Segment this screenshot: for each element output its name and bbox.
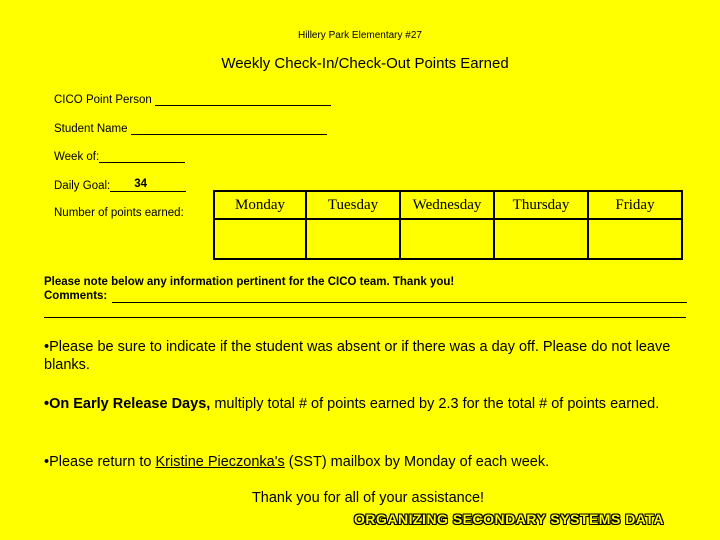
comments-label: Comments: <box>44 290 108 302</box>
day-header-monday: Monday <box>214 191 306 219</box>
day-header-wednesday: Wednesday <box>400 191 494 219</box>
points-cell-monday[interactable] <box>214 219 306 259</box>
day-header-thursday: Thursday <box>494 191 588 219</box>
daily-goal-field <box>54 178 186 192</box>
week-of-field <box>54 150 185 163</box>
week-of-label: Week of: <box>54 151 100 163</box>
bullet-return-pre: •Please return to <box>44 454 156 470</box>
points-cell-thursday[interactable] <box>494 219 588 259</box>
daily-goal-value: 34 <box>134 178 148 190</box>
cico-point-person-label: CICO Point Person <box>54 94 152 106</box>
note-text: Please note below any information pertinent for the CICO team. Thank you! <box>44 276 455 288</box>
bullet-early-release-text: multiply total # of points earned by 2.3 for the total # of points earned. <box>210 396 660 412</box>
footer-banner: ORGANIZING SECONDARY SYSTEMS DATA <box>354 511 665 527</box>
week-of-line[interactable] <box>99 150 185 163</box>
daily-goal-value-line[interactable] <box>110 178 186 192</box>
points-earned-label: Number of points earned: <box>54 207 184 219</box>
student-name-label: Student Name <box>54 123 128 135</box>
day-header-tuesday: Tuesday <box>306 191 400 219</box>
cico-point-person-line[interactable] <box>155 93 331 106</box>
bullet-absent: •Please be sure to indicate if the student was absent or if there was a day off. Please do not leave blanks. <box>44 339 671 373</box>
school-name: Hillery Park Elementary #27 <box>298 30 422 41</box>
thanks-text: Thank you for all of your assistance! <box>251 490 485 506</box>
bullet-early-release-bold: •On Early Release Days, <box>44 396 211 412</box>
comments-line-1[interactable] <box>112 302 687 303</box>
student-name-line[interactable] <box>131 122 327 135</box>
day-header-friday: Friday <box>588 191 682 219</box>
bullet-early-release <box>44 395 684 413</box>
bullet-return-post: (SST) mailbox by Monday of each week. <box>284 454 550 470</box>
form-title: Weekly Check-In/Check-Out Points Earned <box>221 55 509 72</box>
points-cell-tuesday[interactable] <box>306 219 400 259</box>
bullet-return <box>44 453 684 471</box>
daily-goal-label: Daily Goal: <box>54 180 111 192</box>
comments-line-2[interactable] <box>44 317 686 318</box>
points-table <box>213 190 683 260</box>
contact-name: Kristine Pieczonka's <box>155 454 285 470</box>
points-cell-wednesday[interactable] <box>400 219 494 259</box>
points-cell-friday[interactable] <box>588 219 682 259</box>
student-name-field <box>54 122 327 135</box>
cico-point-person-field <box>54 93 331 106</box>
